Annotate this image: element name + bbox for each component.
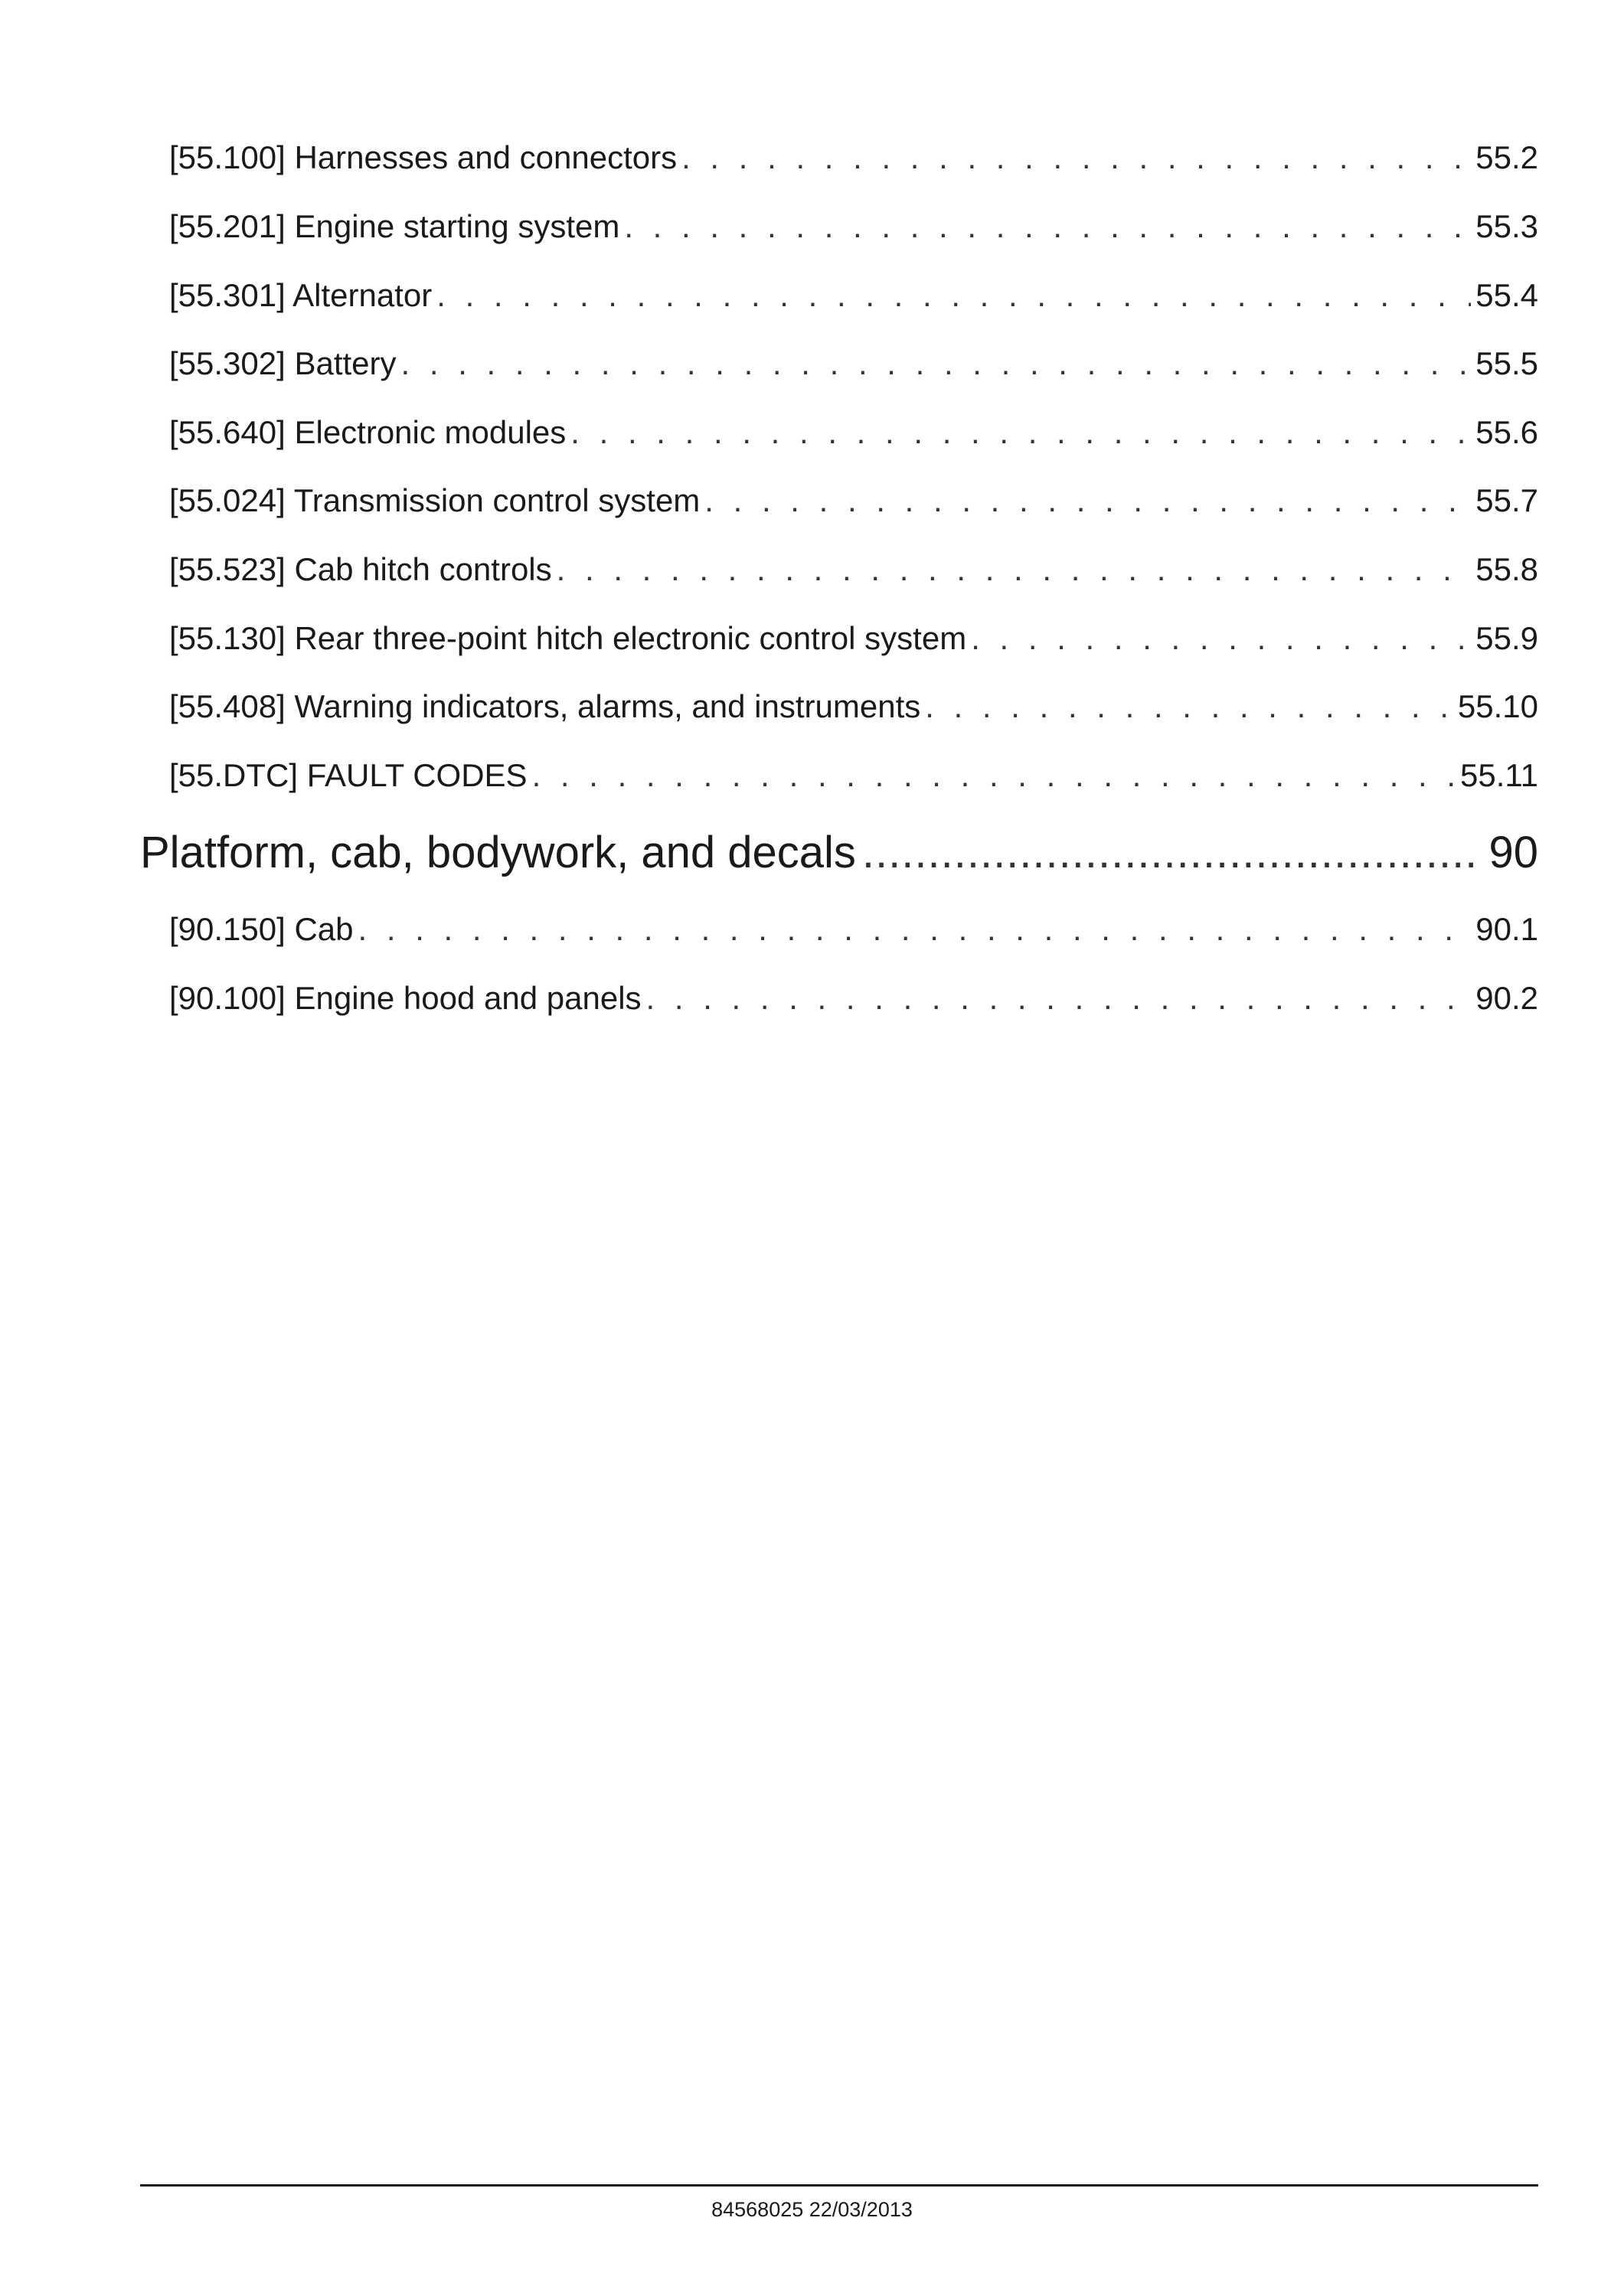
- toc-entry-electronic-modules[interactable]: [169, 414, 1538, 451]
- toc-entry-page: 55.9: [1475, 620, 1538, 656]
- dot-leader: [704, 482, 1471, 519]
- toc-entry-page: 90.2: [1475, 980, 1538, 1016]
- toc-entry-title: [55.100] Harnesses and connectors: [169, 139, 678, 175]
- toc-entry-page: 55.3: [1475, 208, 1538, 244]
- toc-entry-title: [55.DTC] FAULT CODES: [169, 757, 528, 793]
- toc-section-title: Platform, cab, bodywork, and decals: [140, 828, 856, 877]
- toc-entry-title: [55.130] Rear three-point hitch electronic control system: [169, 620, 967, 656]
- dot-leader: [532, 757, 1456, 794]
- toc-entry-page: 55.11: [1460, 757, 1538, 793]
- toc-entry-rear-three-point-hitch[interactable]: [169, 620, 1538, 657]
- toc-entry-warning-indicators[interactable]: [169, 688, 1538, 725]
- toc-entry-title: [90.100] Engine hood and panels: [169, 980, 642, 1016]
- toc-entry-page: 55.2: [1475, 139, 1538, 175]
- toc-entry-page: 55.6: [1475, 414, 1538, 450]
- toc-section-platform-cab-bodywork[interactable]: [140, 827, 1538, 878]
- dot-leader: [557, 551, 1472, 588]
- dot-leader: [862, 827, 1479, 878]
- dot-leader: [646, 980, 1472, 1017]
- toc-entry-page: 55.4: [1475, 277, 1538, 313]
- toc-section-page: 90: [1488, 828, 1538, 877]
- toc-entry-engine-starting-system[interactable]: [169, 208, 1538, 245]
- toc-entry-engine-hood-and-panels[interactable]: [169, 980, 1538, 1017]
- toc-entry-cab[interactable]: [169, 911, 1538, 948]
- toc-entry-title: [55.523] Cab hitch controls: [169, 551, 552, 587]
- toc-entry-title: [55.640] Electronic modules: [169, 414, 567, 450]
- dot-leader: [401, 345, 1472, 382]
- toc-entry-title: [55.408] Warning indicators, alarms, and instruments: [169, 688, 921, 724]
- toc-entry-alternator[interactable]: [169, 277, 1538, 314]
- toc-entry-title: [55.024] Transmission control system: [169, 482, 701, 518]
- toc-entry-harnesses-and-connectors[interactable]: [169, 139, 1538, 176]
- dot-leader: [570, 414, 1471, 451]
- toc-entry-page: 55.7: [1475, 482, 1538, 518]
- dot-leader: [681, 139, 1471, 176]
- toc-entry-page: 55.10: [1457, 688, 1538, 724]
- dot-leader: [971, 620, 1471, 657]
- toc-entry-page: 55.8: [1475, 551, 1538, 587]
- toc-entry-transmission-control-system[interactable]: [169, 482, 1538, 519]
- footer-document-id: 84568025 22/03/2013: [711, 2198, 913, 2221]
- toc-entry-fault-codes[interactable]: [169, 757, 1538, 794]
- toc-entry-title: [55.301] Alternator: [169, 277, 433, 313]
- toc-entry-cab-hitch-controls[interactable]: [169, 551, 1538, 588]
- toc-entry-page: 90.1: [1475, 911, 1538, 947]
- dot-leader: [925, 688, 1453, 725]
- dot-leader: [624, 208, 1471, 245]
- toc-entry-title: [55.302] Battery: [169, 345, 397, 381]
- toc-entry-title: [55.201] Engine starting system: [169, 208, 620, 244]
- footer-divider: [140, 2184, 1538, 2187]
- toc-entry-page: 55.5: [1475, 345, 1538, 381]
- dot-leader: [358, 911, 1472, 948]
- toc-entry-battery[interactable]: [169, 345, 1538, 382]
- dot-leader: [436, 277, 1471, 314]
- toc-entry-title: [90.150] Cab: [169, 911, 354, 947]
